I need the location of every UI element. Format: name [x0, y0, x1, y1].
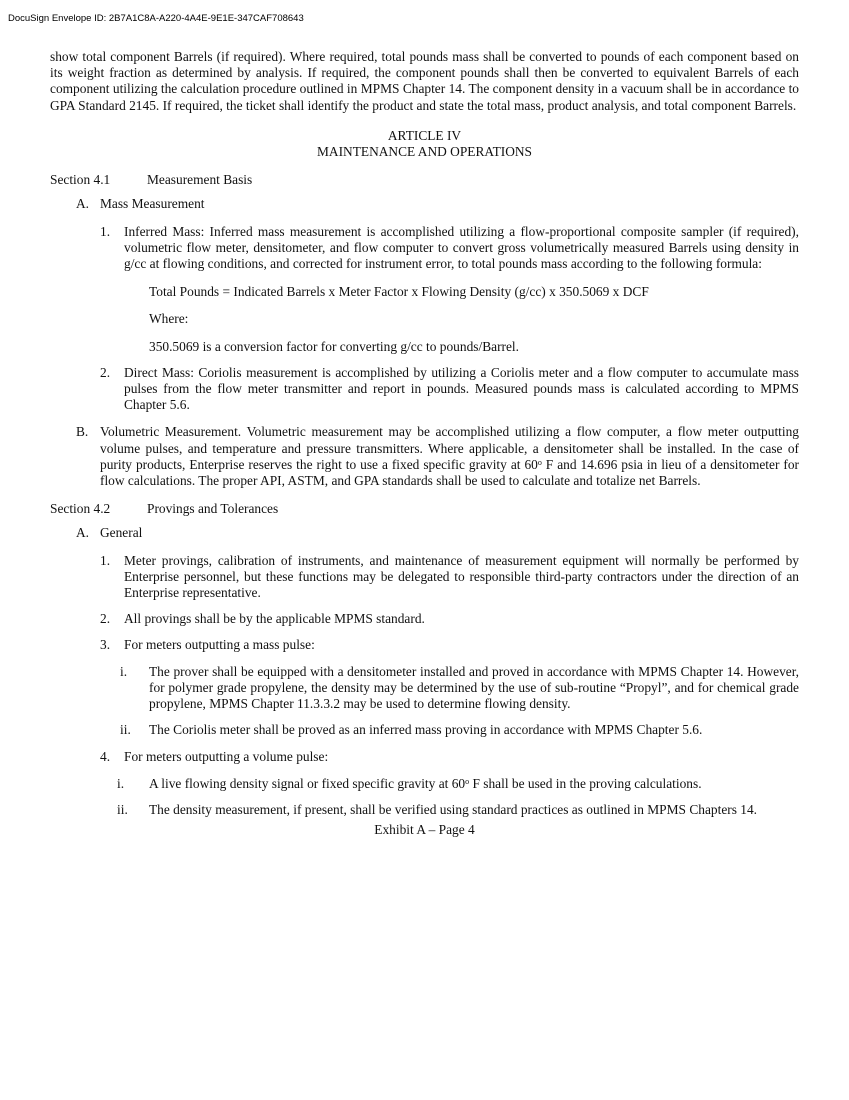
list-label: 1.: [100, 223, 111, 239]
list-item-mpms-standard: [100, 611, 799, 627]
section-number: Section 4.1: [50, 172, 111, 188]
list-label: 1.: [100, 552, 111, 568]
section-title: Provings and Tolerances: [147, 501, 279, 517]
sublist-item-flowing-density: [100, 776, 799, 792]
list-text: [149, 776, 799, 792]
document-page: [50, 49, 799, 838]
section-number: Section 4.2: [50, 501, 111, 517]
list-text: For meters outputting a volume pulse:: [124, 748, 329, 764]
list-label: i.: [117, 775, 125, 791]
article-heading: [50, 128, 799, 160]
article-title: MAINTENANCE AND OPERATIONS: [317, 144, 532, 160]
list-text: Meter provings, calibration of instruments, and maintenance of measurement equipment will normally be performed by Enterprise personnel, but these functions may be delegated to responsible third-party contractors under the direction of an Enterprise representative.: [124, 552, 799, 601]
list-label: A.: [76, 525, 90, 541]
degree-mark: o: [465, 776, 470, 786]
text-part: A live flowing density signal or fixed specific gravity at 60: [149, 775, 466, 791]
list-label: 4.: [100, 748, 111, 764]
section-4-1-heading: [50, 172, 799, 188]
intro-paragraph: show total component Barrels (if required). Where required, total pounds mass shall be converted to pounds of each component based on its weight fraction as determined by analysis. If required, the component pounds shall then be converted to equivalent Barrels of each component utilizing the calculation procedure outlined in MPMS Chapter 14. The component density in a vacuum shall be in accordance to GPA Standard 2145. If required, the ticket shall identify the product and state the total mass, product analysis, and total component Barrels.: [50, 49, 799, 113]
list-item-provings: [100, 553, 799, 602]
text-part: F and 14.696 psia in lieu of a densitometer for flow calculations. The proper API, ASTM, and GPA standards shall be used to calculate and totalize net Barrels.: [100, 456, 800, 489]
subsection-a-mass: [76, 196, 799, 212]
section-4-2-heading: [50, 501, 799, 517]
list-label: ii.: [120, 722, 131, 738]
page-footer: Exhibit A – Page 4: [374, 822, 475, 838]
list-text: The density measurement, if present, shall be verified using standard practices as outlined in MPMS Chapters 14.: [149, 801, 758, 817]
subsection-title: General: [100, 525, 143, 541]
list-label: A.: [76, 196, 90, 212]
list-label: 2.: [100, 364, 111, 380]
list-item-mass-pulse: [100, 637, 799, 653]
section-title: Measurement Basis: [147, 172, 253, 188]
sublist-item-coriolis-proving: [120, 722, 799, 738]
list-item-direct-mass: [100, 365, 799, 414]
degree-mark: o: [537, 457, 542, 467]
docusign-envelope-id: DocuSign Envelope ID: 2B7A1C8A-A220-4A4E-9E1E-347CAF708643: [8, 13, 304, 24]
list-label: ii.: [117, 801, 128, 817]
text-part: Volumetric Measurement. Volumetric measurement may be accomplished utilizing a flow computer, a flow meter outputting volume pulses, and temperature and pressure transmitters. Where applicable, a densitometer shall be installed. In the case of purity products, Enterprise reserves the right to use a fixed specific gravity at 60: [100, 424, 799, 472]
list-label: i.: [120, 663, 128, 679]
sublist-item-prover-densitometer: [120, 664, 799, 713]
list-text: Inferred Mass: Inferred mass measurement is accomplished utilizing a flow-proportional composite sampler (if required), volumetric flow meter, densitometer, and flow computer to convert gross volumetrically measured Barrels using density in g/cc at flowing conditions, and corrected for instrument error, to total pounds mass according to the following formula:: [124, 223, 799, 272]
sublist-item-density-verification: [100, 802, 799, 818]
subsection-title: Mass Measurement: [100, 196, 205, 212]
text-part: F shall be used in the proving calculations.: [469, 775, 702, 791]
list-text: The Coriolis meter shall be proved as an inferred mass proving in accordance with MPMS Chapter 5.6.: [149, 722, 703, 738]
list-label: 3.: [100, 637, 111, 653]
list-text: [100, 424, 799, 489]
list-item-inferred-mass: [100, 224, 799, 273]
formula-where: Where:: [149, 311, 189, 327]
subsection-a-general: [76, 525, 799, 541]
list-label: 2.: [100, 611, 111, 627]
list-text: The prover shall be equipped with a densitometer installed and proved in accordance with MPMS Chapter 14. However, for polymer grade propylene, the density may be determined by the use of sub-routine “Propyl”, and for chemical grade propylene, MPMS Chapter 11.3.3.2 may be used to determine flowing density.: [149, 663, 799, 712]
list-text: Direct Mass: Coriolis measurement is accomplished by utilizing a Coriolis meter and a flow computer to accumulate mass pulses from the flow meter transmitter and report in pounds. Measured pounds mass is calculated according to MPMS Chapter 5.6.: [124, 364, 799, 413]
list-text: For meters outputting a mass pulse:: [124, 637, 315, 653]
article-number: ARTICLE IV: [387, 127, 462, 143]
list-label: B.: [76, 424, 89, 440]
list-item-volume-pulse: [100, 749, 799, 765]
conversion-note: 350.5069 is a conversion factor for converting g/cc to pounds/Barrel.: [149, 338, 520, 354]
subsection-b-volumetric: [76, 424, 799, 489]
formula: Total Pounds = Indicated Barrels x Meter Factor x Flowing Density (g/cc) x 350.5069 x DCF: [149, 284, 649, 300]
list-text: All provings shall be by the applicable MPMS standard.: [124, 611, 425, 627]
